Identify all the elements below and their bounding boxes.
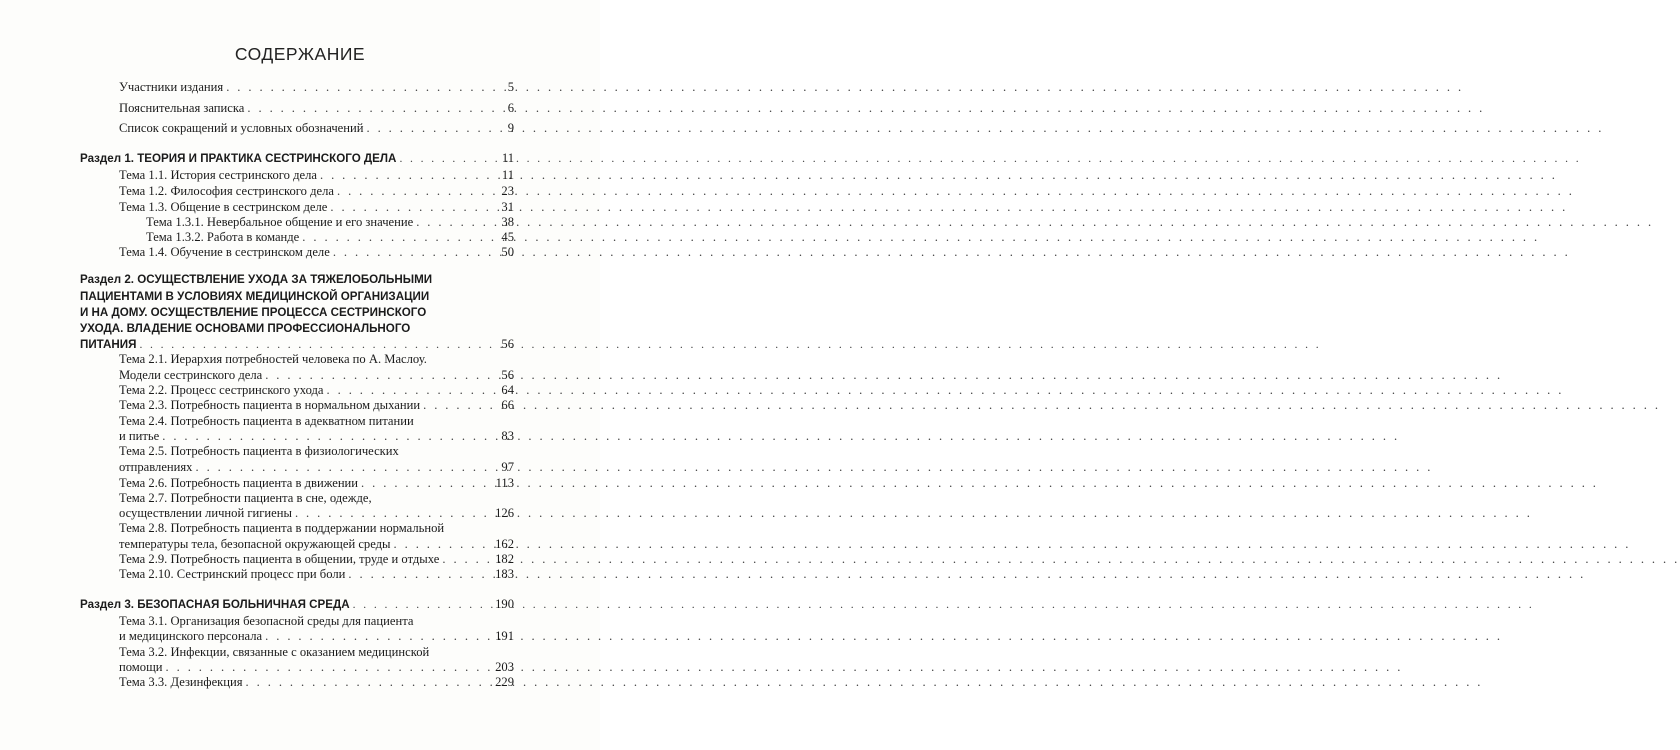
toc-entry-page: 45 <box>501 230 514 244</box>
leader-dots <box>394 537 493 552</box>
toc-entry-page: 203 <box>495 660 514 674</box>
toc-entry-page: 162 <box>495 537 514 551</box>
toc-entry-page: 183 <box>495 567 514 581</box>
toc-entry-text: Тема 1.4. Обучение в сестринском деле <box>119 245 330 259</box>
toc-entry-text: Тема 2.9. Потребность пациента в общении, труде и отдыхе <box>119 552 440 566</box>
toc-entry-page: 113 <box>495 476 514 490</box>
toc-entry-text[interactable]: Тема 2.7. Потребности пациента в сне, одежде, <box>119 491 372 505</box>
section-heading-3[interactable] <box>80 596 514 612</box>
toc-entry-text: Тема 2.2. Процесс сестринского ухода <box>119 383 324 397</box>
leader-dots <box>265 368 498 383</box>
leader-dots <box>320 168 499 183</box>
toc-entry[interactable] <box>119 121 514 136</box>
toc-entry-page: 23 <box>501 184 514 198</box>
toc-entry-text: Тема 3.3. Дезинфекция <box>119 675 243 689</box>
toc-entry-page: 50 <box>501 245 514 259</box>
section-heading-2-line[interactable]: Раздел 2. ОСУЩЕСТВЛЕНИЕ УХОДА ЗА ТЯЖЕЛОБОЛЬНЫМИ <box>80 273 433 286</box>
toc-entry-page: 97 <box>501 460 514 474</box>
toc-entry-page: 191 <box>495 629 514 643</box>
toc-entry[interactable] <box>119 660 514 675</box>
toc-entry[interactable] <box>119 184 514 199</box>
leader-dots <box>139 337 498 353</box>
toc-entry-text: Тема 1.3.2. Работа в команде <box>146 230 300 244</box>
leader-dots <box>295 506 492 521</box>
section-heading-text: ПИТАНИЯ <box>80 338 137 351</box>
leader-dots <box>333 245 499 260</box>
leader-dots <box>265 629 492 644</box>
toc-entry-text: Список сокращений и условных обозначений <box>119 121 364 135</box>
toc-entry-page: 126 <box>495 506 514 520</box>
toc-entry-text: Модели сестринского дела <box>119 368 263 382</box>
toc-entry-text: и медицинского персонала <box>119 629 263 643</box>
leader-dots <box>226 80 505 95</box>
toc-entry-page: 6 <box>507 101 514 115</box>
leader-dots <box>302 230 498 245</box>
toc-entry-page: 64 <box>501 383 514 397</box>
book-page <box>0 0 600 750</box>
toc-entry-text: отправлениях <box>119 460 193 474</box>
leader-dots <box>348 567 492 582</box>
toc-entry[interactable] <box>119 200 514 215</box>
toc-entry-text: Тема 2.10. Сестринский процесс при боли <box>119 567 346 581</box>
toc-entry-text[interactable]: Тема 3.2. Инфекции, связанные с оказанием медицинской <box>119 645 430 659</box>
section-heading-page: 11 <box>501 151 514 165</box>
toc-entry-text: Пояснительная записка <box>119 101 245 115</box>
toc-entry-text: Участники издания <box>119 80 224 94</box>
toc-entry-page: 11 <box>501 168 514 182</box>
toc-entry[interactable] <box>119 537 514 552</box>
toc-entry-page: 31 <box>501 200 514 214</box>
leader-dots <box>399 151 498 167</box>
toc-entry[interactable] <box>119 675 514 690</box>
toc-entry-text: Тема 1.1. История сестринского дела <box>119 168 317 182</box>
toc-entry[interactable] <box>119 383 514 398</box>
toc-subentry[interactable] <box>146 230 514 245</box>
toc-entry-text[interactable]: Тема 2.8. Потребность пациента в поддержании нормальной <box>119 521 445 535</box>
toc-entry[interactable] <box>119 80 514 95</box>
toc-entry[interactable] <box>119 101 514 116</box>
toc-entry[interactable] <box>119 460 514 475</box>
toc-subentry[interactable] <box>146 215 514 230</box>
section-heading-text: Раздел 3. БЕЗОПАСНАЯ БОЛЬНИЧНАЯ СРЕДА <box>80 598 350 611</box>
toc-entry-page: 66 <box>501 398 514 412</box>
toc-entry-text: Тема 1.3. Общение в сестринском деле <box>119 200 328 214</box>
toc-entry-page: 83 <box>501 429 514 443</box>
toc-entry[interactable] <box>119 567 514 582</box>
page-title: СОДЕРЖАНИЕ <box>234 44 366 64</box>
toc-entry[interactable] <box>119 429 514 444</box>
leader-dots <box>423 398 498 413</box>
toc-entry-text: Тема 2.3. Потребность пациента в нормальном дыхании <box>119 398 421 412</box>
toc-entry-text: Тема 1.3.1. Невербальное общение и его значение <box>146 215 414 229</box>
section-heading-page: 190 <box>495 597 514 611</box>
toc-entry-text[interactable]: Тема 2.4. Потребность пациента в адекватном питании <box>119 414 414 428</box>
section-heading-2-line[interactable]: УХОДА. ВЛАДЕНИЕ ОСНОВАМИ ПРОФЕССИОНАЛЬНОГО <box>80 322 411 335</box>
toc-entry-page: 182 <box>495 552 514 566</box>
toc-entry-page: 229 <box>495 675 514 689</box>
leader-dots <box>246 675 493 690</box>
toc-entry[interactable] <box>119 245 514 260</box>
toc-entry-text: Тема 1.2. Философия сестринского дела <box>119 184 334 198</box>
toc-entry-page: 38 <box>501 215 514 229</box>
toc-entry-page: 9 <box>507 121 514 135</box>
toc-entry-text[interactable]: Тема 2.1. Иерархия потребностей человека по А. Маслоу. <box>119 352 427 366</box>
toc-entry-text[interactable]: Тема 2.5. Потребность пациента в физиологических <box>119 444 399 458</box>
leader-dots <box>361 476 493 491</box>
toc-entry-text: Тема 2.6. Потребность пациента в движении <box>119 476 359 490</box>
section-heading-1[interactable] <box>80 150 514 166</box>
toc-entry[interactable] <box>119 506 514 521</box>
toc-entry-text: и питье <box>119 429 160 443</box>
leader-dots <box>353 597 492 613</box>
toc-entry[interactable] <box>119 552 514 567</box>
section-heading-page: 56 <box>501 337 514 351</box>
toc-entry-text[interactable]: Тема 3.1. Организация безопасной среды для пациента <box>119 614 414 628</box>
toc-entry-text: температуры тела, безопасной окружающей среды <box>119 537 391 551</box>
leader-dots <box>366 121 504 136</box>
leader-dots <box>166 660 493 675</box>
toc-entry[interactable] <box>119 368 514 383</box>
leader-dots <box>247 101 504 116</box>
leader-dots <box>327 383 499 398</box>
leader-dots <box>416 215 498 230</box>
section-heading-text: Раздел 1. ТЕОРИЯ И ПРАКТИКА СЕСТРИНСКОГО ДЕЛА <box>80 152 397 165</box>
leader-dots <box>442 552 492 567</box>
toc-entry[interactable] <box>119 168 514 183</box>
toc-entry-text: помощи <box>119 660 163 674</box>
leader-dots <box>337 184 498 199</box>
toc-entry-text: осуществлении личной гигиены <box>119 506 292 520</box>
toc-entry[interactable] <box>119 629 514 644</box>
section-heading-2-line[interactable]: ПАЦИЕНТАМИ В УСЛОВИЯХ МЕДИЦИНСКОЙ ОРГАНИЗАЦИИ <box>80 290 430 303</box>
leader-dots <box>330 200 498 215</box>
toc-entry[interactable] <box>119 476 514 491</box>
toc-entry[interactable] <box>119 398 514 413</box>
section-heading-2-last[interactable] <box>80 336 514 352</box>
leader-dots <box>195 460 498 475</box>
toc-entry-page: 5 <box>507 80 514 94</box>
section-heading-2-line[interactable]: И НА ДОМУ. ОСУЩЕСТВЛЕНИЕ ПРОЦЕССА СЕСТРИНСКОГО <box>80 306 427 319</box>
leader-dots <box>162 429 498 444</box>
toc-entry-page: 56 <box>501 368 514 382</box>
